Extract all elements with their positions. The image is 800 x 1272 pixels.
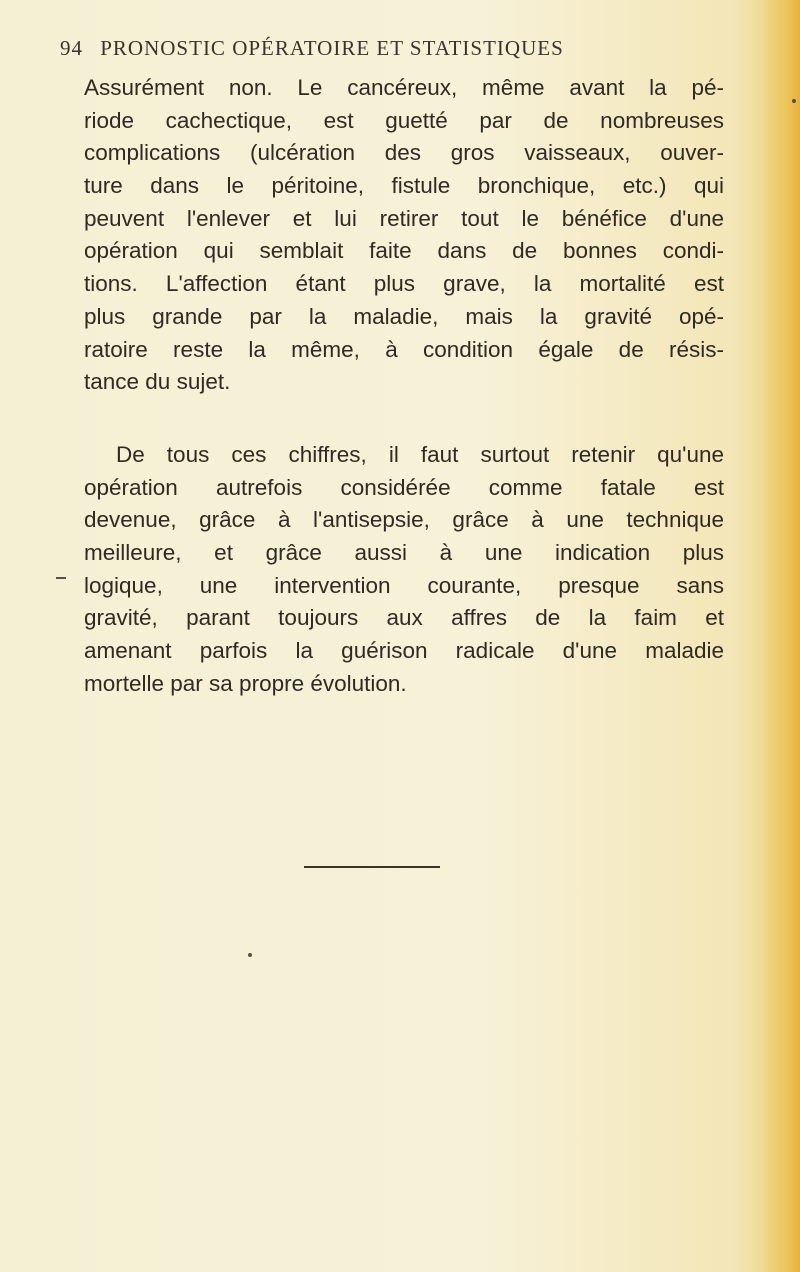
text-line: gravité, parant toujours aux affres de la faim et — [84, 605, 724, 631]
page-number: 94 — [60, 36, 83, 60]
text-line: peuvent l'enlever et lui retirer tout le bénéfice d'une — [84, 205, 724, 231]
margin-mark — [56, 577, 66, 579]
text-line: ture dans le péritoine, fistule bronchique, etc.) qui — [84, 173, 724, 199]
text-line: Assurément non. Le cancéreux, même avant la pé- — [84, 75, 724, 100]
text-line: meilleure, et grâce aussi à une indication plus — [84, 539, 724, 565]
text-line: tions. L'affection étant plus grave, la mortalité est — [84, 271, 724, 297]
end-rule — [304, 866, 440, 868]
text-line: complications (ulcération des gros vaisseaux, ouver- — [84, 140, 724, 166]
text-line: De tous ces chiffres, il faut surtout retenir qu'une — [116, 441, 724, 467]
speck — [248, 953, 252, 957]
paragraph-1 — [84, 72, 724, 399]
speck — [792, 99, 796, 103]
text-line: opération autrefois considérée comme fatale est — [84, 474, 724, 500]
text-line: ratoire reste la même, à condition égale de résis- — [84, 336, 724, 362]
text-line: logique, une intervention courante, presque sans — [84, 572, 724, 598]
text-line: tance du sujet. — [84, 369, 231, 395]
body-text — [84, 72, 724, 700]
text-line: amenant parfois la guérison radicale d'une maladie — [84, 638, 724, 663]
paragraph-2 — [84, 439, 724, 701]
page-edge-discoloration — [762, 0, 800, 1272]
text-line: riode cachectique, est guetté par de nombreuses — [84, 107, 724, 133]
text-line: mortelle par sa propre évolution. — [84, 670, 407, 696]
page-header — [60, 36, 680, 61]
text-line: devenue, grâce à l'antisepsie, grâce à une technique — [84, 507, 724, 533]
running-title: PRONOSTIC OPÉRATOIRE ET STATISTIQUES — [100, 36, 564, 60]
text-line: opération qui semblait faite dans de bonnes condi- — [84, 238, 724, 264]
paragraph-gap — [84, 399, 724, 439]
text-line: plus grande par la maladie, mais la gravité opé- — [84, 303, 724, 329]
